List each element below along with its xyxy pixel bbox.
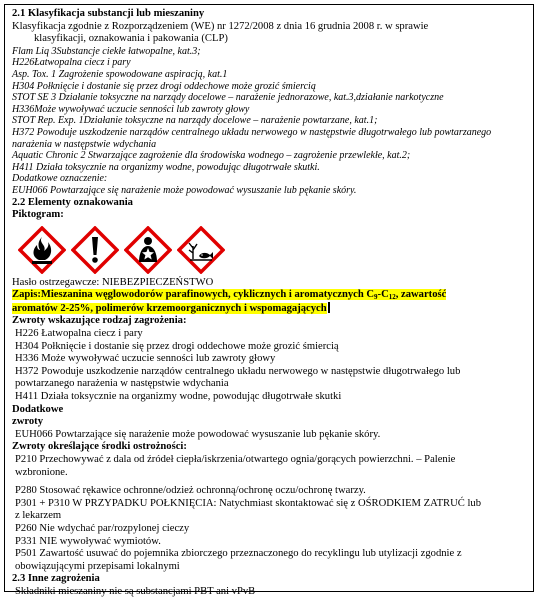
classification-line: STOT Rep. Exp. 1Działanie toksyczne na narządy docelowe – narażenie powtarzane, kat.1;: [12, 115, 378, 127]
text-cursor: [328, 302, 330, 313]
pictogram-label: Piktogram:: [12, 209, 64, 221]
health-hazard-icon: [124, 226, 172, 274]
regulation-line-2: klasyfikacji, oznakowania i pakowania (CLP): [34, 33, 228, 45]
contains-dash: -C: [377, 289, 389, 301]
contains-line-1: [12, 289, 533, 302]
hazard-statements-heading: Zwroty wskazujące rodzaj zagrożenia:: [12, 315, 187, 327]
classification-line: Aquatic Chronic 2 Stwarzające zagrożenie dla środowiska wodnego – zagrożenie przewlekłe, kat.2;: [12, 150, 411, 162]
precautionary-statement: obowiązującymi przepisami lokalnymi: [15, 560, 180, 572]
signal-word: Hasło ostrzegawcze: NIEBEZPIECZEŃSTWO: [12, 276, 214, 288]
additional-statements-heading: Dodatkowe: [12, 403, 64, 415]
hazard-statement: powtarzanego narażenia w następstwie wdychania: [15, 378, 229, 390]
classification-line: STOT SE 3 Działanie toksyczne na narządy docelowe – narażenie jednorazowe, kat.3,działanie narkotyczne: [12, 92, 444, 104]
flame-icon: [18, 226, 66, 274]
hazard-statement: H304 Połknięcie i dostanie się przez drogi oddechowe może grozić śmiercią: [15, 340, 339, 352]
precautionary-statement: wzbronione.: [15, 466, 68, 478]
classification-line: EUH066 Powtarzające się narażenie może powodować wysuszanie lub pękanie skóry.: [12, 184, 357, 196]
classification-line: Asp. Tox. 1 Zagrożenie spowodowane aspiracją, kat.1: [12, 68, 228, 80]
environment-icon: [177, 226, 225, 274]
section-2-1-heading: 2.1 Klasyfikacja substancji lub mieszaniny: [12, 8, 205, 19]
contains-text-end: , zawartość: [395, 289, 447, 301]
hazard-statement: H336 Może wywoływać uczucie senności lub zawroty głowy: [15, 353, 276, 365]
hazard-statement: H411 Działa toksycznie na organizmy wodne, powodując długotrwałe skutki: [15, 391, 342, 403]
contains-line-2: [12, 302, 533, 316]
classification-line: H304 Połknięcie i dostanie się przez drogi oddechowe może grozić śmiercią: [12, 80, 316, 92]
additional-statement: EUH066 Powtarzające się narażenie może powodować wysuszanie lub pękanie skóry.: [15, 428, 381, 440]
precautionary-statement: P280 Stosować rękawice ochronne/odzież ochronną/ochronę oczu/ochronę twarzy.: [15, 485, 366, 497]
classification-line: H226Łatwopalna ciecz i pary: [12, 57, 131, 69]
additional-label: Dodatkowe oznaczenie:: [12, 173, 108, 185]
hazard-statement: H226 Łatwopalna ciecz i pary: [15, 328, 143, 340]
contains-highlight-2: aromatów 2-25%, polimerów krzemoorganicznych i wspomagających: [12, 302, 327, 314]
classification-line: H411 Działa toksycznie na organizmy wodne, powodując długotrwałe skutki.: [12, 161, 320, 173]
regulation-line-1: Klasyfikacja zgodnie z Rozporządzeniem (WE) nr 1272/2008 z dnia 16 grudnia 2008 r. w sprawie: [12, 20, 429, 32]
carbon-subscript-12: 12: [388, 293, 396, 302]
other-hazards-text: Składniki mieszaniny nie są substancjami PBT ani vPvB: [15, 585, 256, 597]
contains-label: Zapis:: [12, 289, 41, 301]
precautionary-statements-heading: Zwroty określające środki ostrożności:: [12, 441, 187, 453]
precautionary-statement: P260 Nie wdychać par/rozpylonej cieczy: [15, 522, 190, 534]
hazard-identification-section: [4, 4, 534, 597]
pictogram-row: [18, 226, 533, 274]
precautionary-statement: P210 Przechowywać z dala od źródeł ciepła/iskrzenia/otwartego ognia/gorących powierzchni. – Palenie: [15, 454, 456, 465]
section-2-3-heading: 2.3 Inne zagrożenia: [12, 573, 100, 585]
classification-line: narażenia w następstwie wdychania: [12, 138, 157, 150]
precautionary-statement: z lekarzem: [15, 510, 62, 522]
contains-highlight: [12, 289, 446, 300]
additional-statements-heading-2: zwroty: [12, 416, 43, 428]
precautionary-statement: P501 Zawartość usuwać do pojemnika zbiorczego przeznaczonego do recyklingu lub utylizacji zgodnie z: [15, 548, 462, 560]
carbon-subscript-9: 9: [374, 293, 378, 302]
precautionary-statement: P301 + P310 W PRZYPADKU POŁKNIĘCIA: Natychmiast skontaktować się z OŚRODKIEM ZATRUĆ lub: [15, 497, 482, 509]
precautionary-statement: P331 NIE wywoływać wymiotów.: [15, 535, 161, 547]
hazard-statement: H372 Powoduje uszkodzenie narządów centralnego układu nerwowego w następstwie długotrwałego lub: [15, 365, 461, 377]
classification-line: H372 Powoduje uszkodzenie narządów centralnego układu nerwowego w następstwie długotrwałego lub powtarzanego: [12, 126, 492, 138]
exclamation-mark-icon: [71, 226, 119, 274]
classification-line: Flam Liq 3Substancje ciekłe łatwopalne, kat.3;: [12, 45, 201, 57]
classification-line: H336Może wywoływać uczucie senności lub zawroty głowy: [12, 103, 250, 115]
contains-text: Mieszanina węglowodorów parafinowych, cyklicznych i aromatycznych C: [40, 289, 375, 301]
section-2-2-heading: 2.2 Elementy oznakowania: [12, 196, 133, 208]
